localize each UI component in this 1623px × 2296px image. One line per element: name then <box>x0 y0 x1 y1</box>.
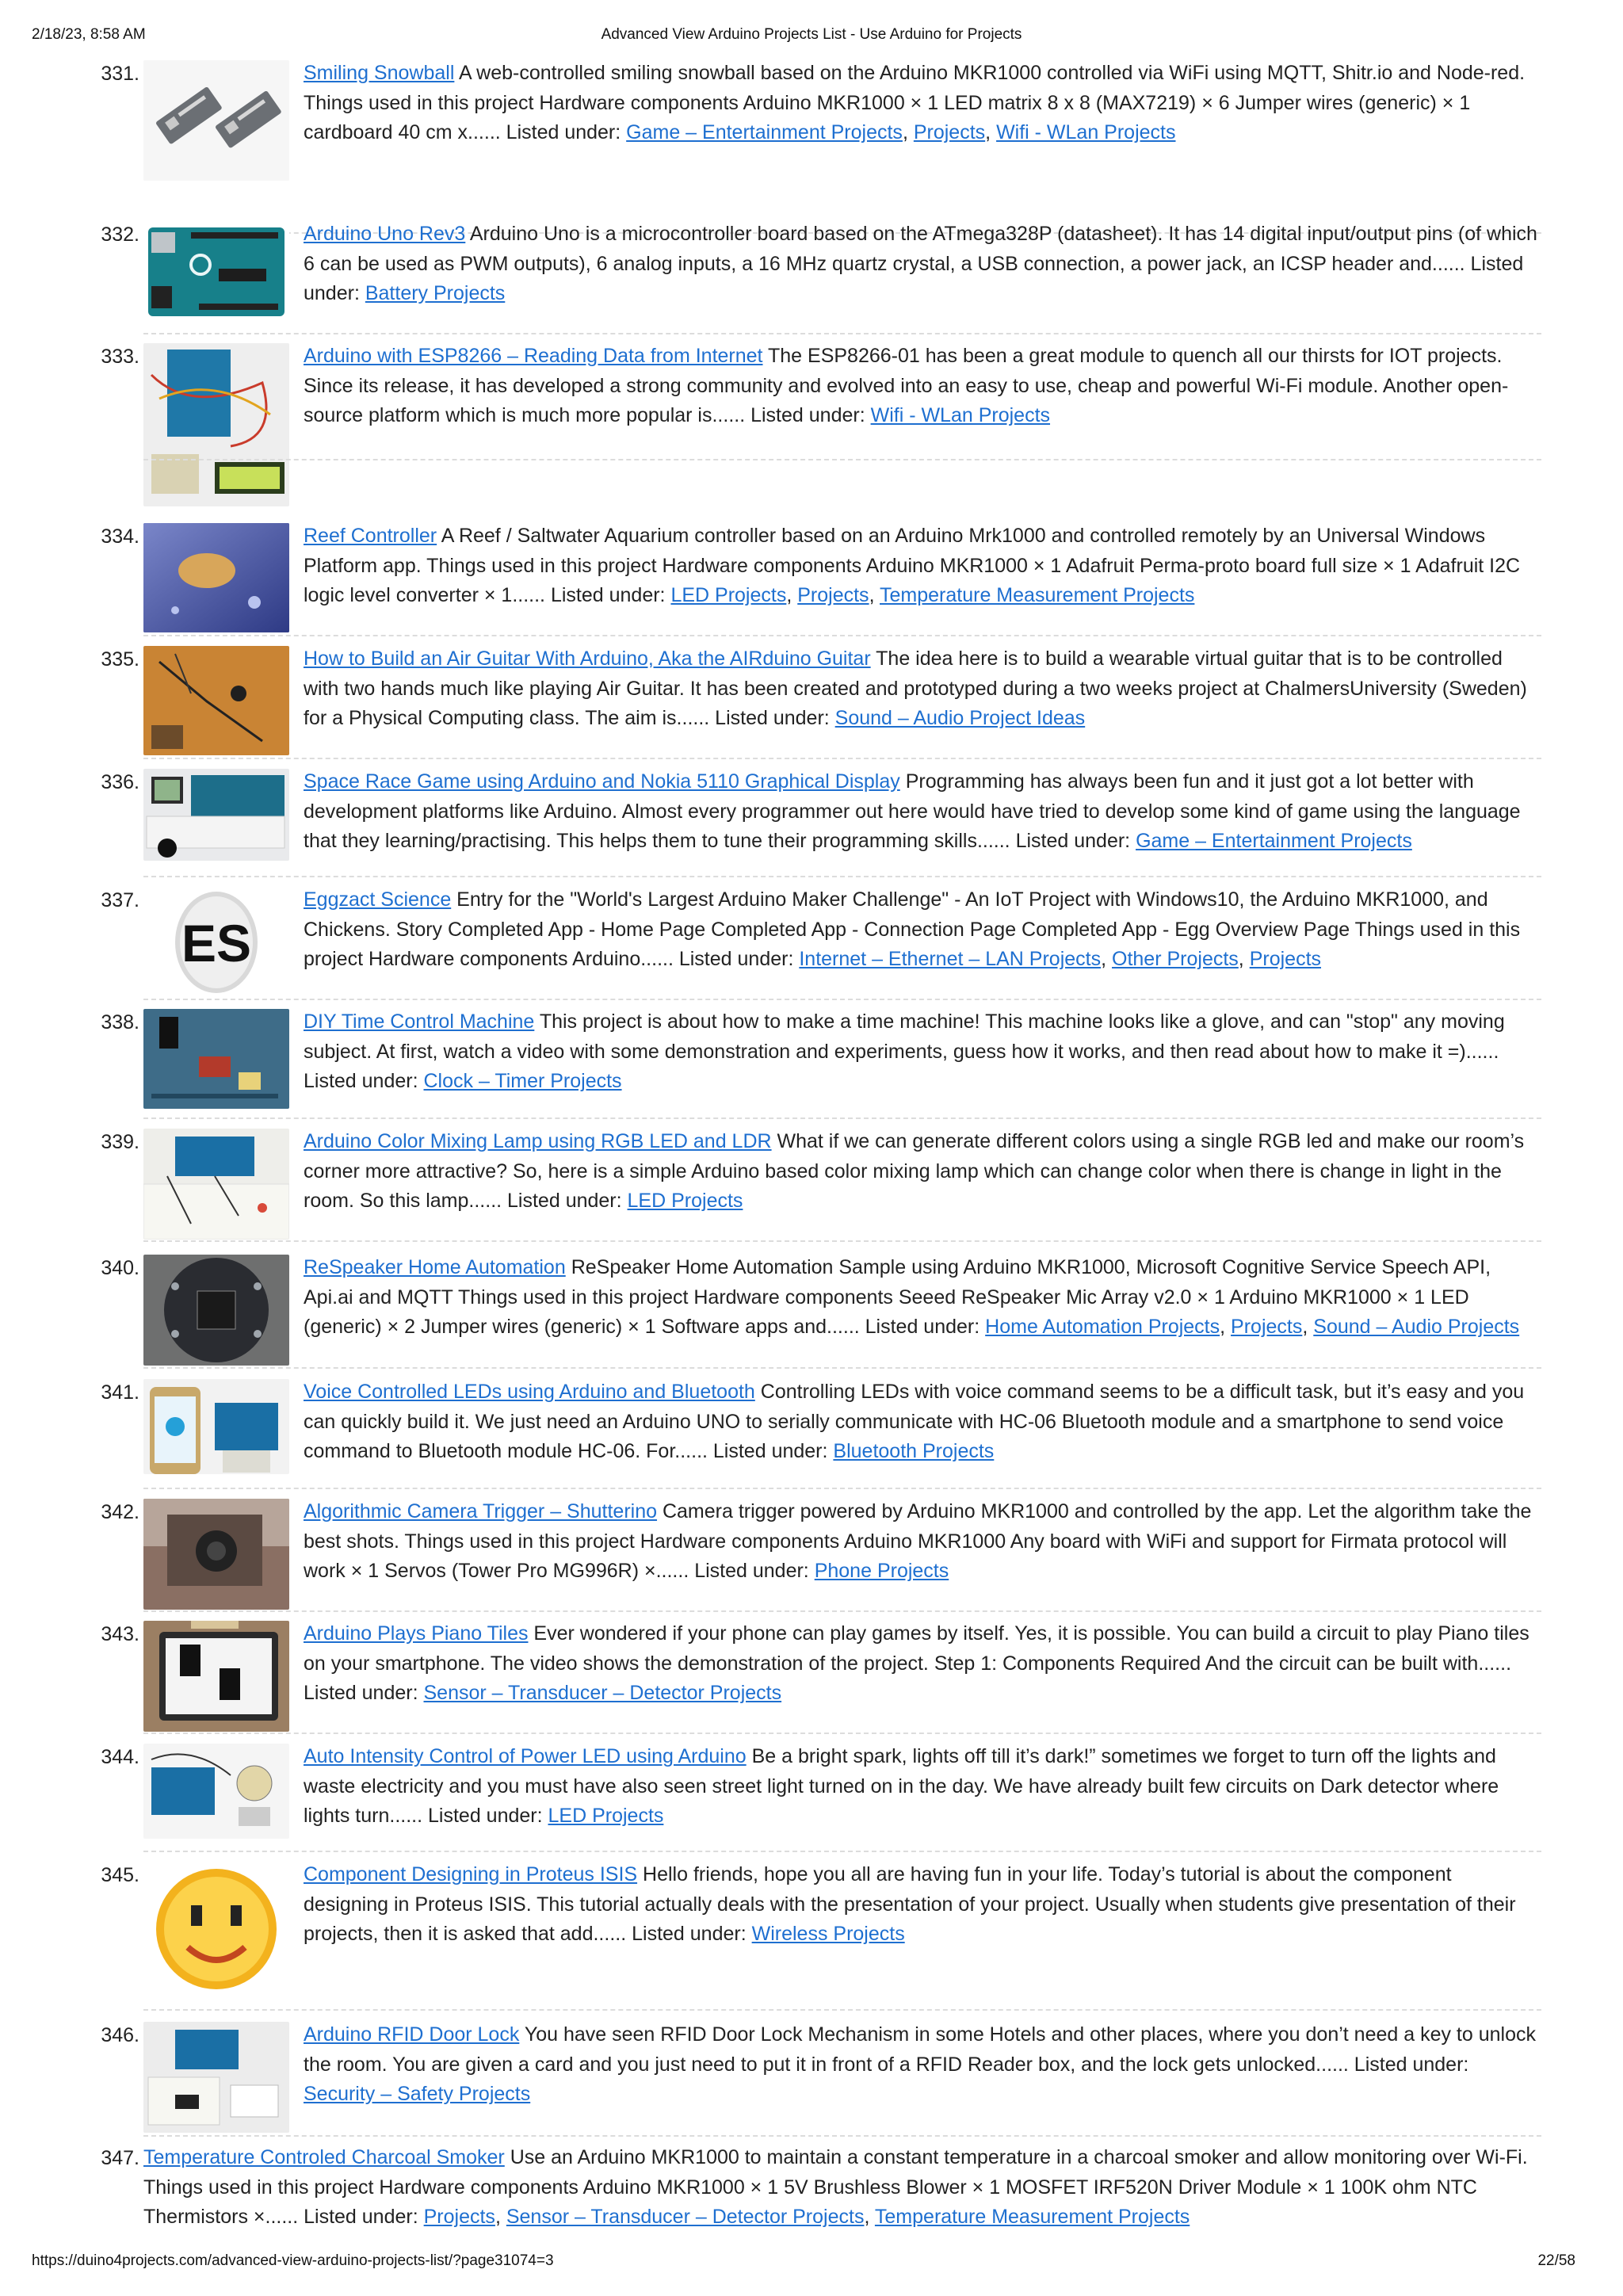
project-title-link[interactable]: Auto Intensity Control of Power LED using Arduino <box>304 1745 747 1767</box>
project-description: Entry for the "World's Largest Arduino Maker Challenge" - An IoT Project with Windows10, the Arduino MKR1000, and Chickens. Story Completed App - Home Page Completed App - Connection Page Completed App - Egg Overview Page Things used in this project Hardware components Arduino...... Listed under: <box>304 888 1521 970</box>
item-number: 336. <box>101 771 139 793</box>
tablet-icon <box>143 1621 289 1732</box>
item-divider <box>143 1240 1541 1242</box>
category-link[interactable]: Security – Safety Projects <box>304 2083 531 2105</box>
item-body <box>304 767 1541 857</box>
esp8266-lcd-icon <box>143 343 289 506</box>
project-thumbnail[interactable] <box>143 769 289 861</box>
project-description: A Reef / Saltwater Aquarium controller based on an Arduino Mrk1000 and controlled remotely by an Universal Windows Platform app. Things used in this project Hardware components Arduino MKR1000 × 1 Adafruit Perma-proto board full size × 1 Adafruit I2C logic level converter × 1...... Listed under: <box>304 525 1521 606</box>
item-number: 346. <box>101 2024 139 2046</box>
project-title-link[interactable]: Reef Controller <box>304 525 437 547</box>
item-body: Smiling Snowball A web-controlled smiling snowball based on the Arduino MKR1000 controlled via WiFi using MQTT, Shitr.io and Node-red. Things used in this project Hardware components Arduino MKR1000 × 1 LED matrix 8 x 8 (MAX7219) × 6 Jumper wires (generic) × 1 cardboard 40 cm x...... Listed under: Game – Entertainment Projects, Projects, Wifi - WLan Projects <box>304 62 1526 143</box>
time-machine-icon <box>143 1009 289 1109</box>
project-description: Be a bright spark, lights off till it’s dark!” sometimes we forget to turn off the lights and waste electricity and you must have also seen street light turned on in the day. We have already built few circuits on Dark detector where lights turn...... Listed under: <box>304 1745 1499 1827</box>
category-link[interactable]: Wifi - WLan Projects <box>870 404 1051 426</box>
category-link[interactable]: Sound – Audio Projects <box>1313 1316 1520 1338</box>
project-thumbnail[interactable] <box>143 60 289 181</box>
project-thumbnail[interactable] <box>143 1009 289 1109</box>
category-link[interactable]: Temperature Measurement Projects <box>880 584 1195 606</box>
project-title-link[interactable]: Component Designing in Proteus ISIS <box>304 1863 638 1885</box>
project-thumbnail[interactable] <box>143 221 289 323</box>
category-link[interactable]: LED Projects <box>627 1190 743 1212</box>
print-datetime: 2/18/23, 8:58 AM <box>32 26 146 43</box>
project-thumbnail[interactable] <box>143 1129 289 1240</box>
item-body <box>304 1619 1541 1709</box>
item-body <box>304 1377 1541 1467</box>
category-link[interactable]: Projects <box>1249 948 1322 970</box>
project-title-link[interactable]: DIY Time Control Machine <box>304 1010 535 1033</box>
project-title-link[interactable]: Eggzact Science <box>304 888 452 911</box>
category-link[interactable]: Internet – Ethernet – LAN Projects <box>799 948 1102 970</box>
smartphone-icon <box>143 1379 289 1474</box>
project-description: A web-controlled smiling snowball based on the Arduino MKR1000 controlled via WiFi using MQTT, Shitr.io and Node-red. Things used in this project Hardware components Arduino MKR1000 × 1 LED matrix 8 x 8 (MAX7219) × 6 Jumper wires (generic) × 1 cardboard 40 cm x...... Listed under: <box>304 62 1526 143</box>
item-divider <box>143 1733 1541 1734</box>
project-title-link[interactable]: Arduino Plays Piano Tiles <box>304 1622 529 1645</box>
project-description: ReSpeaker Home Automation Sample using Arduino MKR1000, Microsoft Cognitive Service Speech API, Api.ai and MQTT Things used in this project Hardware components Seeed ReSpeaker Mic Array v2.0 × 1 Arduino MKR1000 × 1 LED (generic) × 2 Jumper wires (generic) × 1 Software apps and...... Listed under: <box>304 1256 1491 1338</box>
two-boards-icon <box>143 60 289 181</box>
category-link[interactable]: Sensor – Transducer – Detector Projects <box>506 2206 865 2228</box>
project-thumbnail[interactable] <box>143 1621 289 1732</box>
item-number: 335. <box>101 648 139 670</box>
category-link[interactable]: Projects <box>423 2206 495 2228</box>
project-thumbnail[interactable] <box>143 343 289 506</box>
print-url: https://duino4projects.com/advanced-view-arduino-projects-list/?page31074=3 <box>32 2252 554 2269</box>
category-link[interactable]: Temperature Measurement Projects <box>874 2206 1190 2228</box>
item-divider <box>143 1610 1541 1612</box>
arduino-uno-icon <box>143 221 289 323</box>
item-number: 341. <box>101 1381 139 1404</box>
item-number: 333. <box>101 346 139 368</box>
item-divider <box>143 999 1541 1000</box>
item-body <box>304 1742 1541 1832</box>
item-number: 339. <box>101 1131 139 1153</box>
project-description: The idea here is to build a wearable virtual guitar that is to be controlled with two hands much like playing Air Guitar. It has been created and prototyped during a two weeks project at ChalmersUniversity (Sweden) for a Physical Computing class. The aim is...... Listed under: <box>304 648 1527 729</box>
project-thumbnail[interactable] <box>143 2022 289 2133</box>
page-number: 22/58 <box>1537 2252 1575 2269</box>
category-link[interactable]: LED Projects <box>670 584 787 606</box>
item-divider <box>143 2009 1541 2011</box>
item-body <box>304 1497 1541 1587</box>
item-body: Reef Controller A Reef / Saltwater Aquarium controller based on an Arduino Mrk1000 and controlled remotely by an Universal Windows Platform app. Things used in this project Hardware components Arduino MKR1000 × 1 Adafruit Perma-proto board full size × 1 Adafruit I2C logic level converter × 1...... Listed under: LED Projects, Projects, Temperature Measurement Projects <box>304 525 1521 606</box>
project-title-link[interactable]: Smiling Snowball <box>304 62 455 84</box>
item-divider <box>143 2135 1541 2137</box>
rfid-icon <box>143 2022 289 2133</box>
project-thumbnail[interactable] <box>143 1862 289 1996</box>
project-description: Hello friends, hope you all are having fun in your life. Today’s tutorial is about the component designing in Proteus ISIS. This tutorial actually deals with the presentation of your project. Usually when students give presentation of their projects, then it is asked that add...... Listed under: <box>304 1863 1516 1945</box>
print-title: Advanced View Arduino Projects List - Use Arduino for Projects <box>601 26 1022 43</box>
item-body: ReSpeaker Home Automation ReSpeaker Home Automation Sample using Arduino MKR1000, Microsoft Cognitive Service Speech API, Api.ai and MQTT Things used in this project Hardware components Seeed ReSpeaker Mic Array v2.0 × 1 Arduino MKR1000 × 1 LED (generic) × 2 Jumper wires (generic) × 1 Software apps and...... Listed under: Home Automation Projects, Projects, Sound – Audio Projects <box>304 1256 1520 1338</box>
project-description: Arduino Uno is a microcontroller board based on the ATmega328P (datasheet). It has 14 digital input/output pins (of which 6 can be used as PWM outputs), 6 analog inputs, a 16 MHz quartz crystal, a USB connection, a power jack, an ICSP header and...... Listed under: <box>304 223 1537 304</box>
project-title-link[interactable]: Temperature Controled Charcoal Smoker <box>143 2146 505 2168</box>
category-link[interactable]: Projects <box>1231 1316 1303 1338</box>
project-thumbnail[interactable] <box>143 646 289 755</box>
camera-icon <box>143 1499 289 1610</box>
item-body <box>304 1127 1541 1217</box>
item-body: Eggzact Science Entry for the "World's Largest Arduino Maker Challenge" - An IoT Project with Windows10, the Arduino MKR1000, and Chickens. Story Completed App - Home Page Completed App - Connection Page Completed App - Egg Overview Page Things used in this project Hardware components Arduino...... Listed under: Internet – Ethernet – LAN Projects, Other Projects, Projects <box>304 888 1521 970</box>
es-egg-icon <box>143 887 289 998</box>
project-description: Ever wondered if your phone can play games by itself. Yes, it is possible. You can build a circuit to play Piano tiles on your smartphone. The video shows the demonstration of the project. Step 1: Components Required And the circuit can be built with...... Listed under: <box>304 1622 1529 1704</box>
category-link[interactable]: Game – Entertainment Projects <box>1136 830 1412 852</box>
category-link[interactable]: Other Projects <box>1112 948 1239 970</box>
category-link[interactable]: Bluetooth Projects <box>833 1440 995 1462</box>
category-link[interactable]: LED Projects <box>548 1805 664 1827</box>
nokia-display-icon <box>143 769 289 861</box>
project-title-link[interactable]: Space Race Game using Arduino and Nokia 5110 Graphical Display <box>304 770 900 793</box>
item-divider <box>143 459 1541 460</box>
item-divider <box>143 1117 1541 1119</box>
item-divider <box>143 1851 1541 1852</box>
project-description: You have seen RFID Door Lock Mechanism in some Hotels and other places, where you don’t need a key to unlock the room. You are given a card and you just need to put it in front of a RFID Reader box, and the lock gets unlocked...... Listed under: <box>304 2023 1536 2076</box>
project-description: This project is about how to make a time machine! This machine looks like a glove, and can "stop" any moving subject. At first, watch a video with some demonstration and experiments, guess how it works, and then read about how to make it =)...... Listed under: <box>304 1010 1505 1092</box>
project-title-link[interactable]: Voice Controlled LEDs using Arduino and Bluetooth <box>304 1381 755 1403</box>
svg-text:ES: ES <box>181 914 252 972</box>
project-thumbnail[interactable] <box>143 1744 289 1839</box>
project-thumbnail[interactable] <box>143 1499 289 1610</box>
category-link[interactable]: Projects <box>913 121 986 143</box>
respeaker-icon <box>143 1255 289 1366</box>
power-led-icon <box>143 1744 289 1839</box>
item-number: 332. <box>101 223 139 246</box>
item-divider <box>143 758 1541 759</box>
item-divider <box>143 1488 1541 1489</box>
item-number: 338. <box>101 1011 139 1033</box>
smiley-icon <box>143 1862 289 1996</box>
item-number: 347. <box>101 2147 139 2169</box>
category-link[interactable]: Sensor – Transducer – Detector Projects <box>423 1682 782 1704</box>
category-link[interactable]: Home Automation Projects <box>985 1316 1220 1338</box>
air-guitar-icon <box>143 646 289 755</box>
category-link[interactable]: Wireless Projects <box>751 1923 905 1945</box>
project-description: Programming has always been fun and it just got a lot better with development platforms like Arduino. Almost every programmer out here would have tried to develop some kind of game using the language that they learning/practising. This helps them to tune their programming skills...... Listed under: <box>304 770 1521 852</box>
category-link[interactable]: Game – Entertainment Projects <box>626 121 903 143</box>
item-number: 340. <box>101 1257 139 1279</box>
project-thumbnail[interactable] <box>143 887 289 998</box>
item-body <box>304 220 1541 309</box>
project-thumbnail[interactable] <box>143 523 289 632</box>
category-link[interactable]: Sound – Audio Project Ideas <box>834 707 1086 729</box>
aquarium-icon <box>143 523 289 632</box>
project-title-link[interactable]: Arduino with ESP8266 – Reading Data from Internet <box>304 345 763 367</box>
project-title-link[interactable]: Arduino RFID Door Lock <box>304 2023 520 2046</box>
category-link[interactable]: Clock – Timer Projects <box>423 1070 622 1092</box>
project-title-link[interactable]: ReSpeaker Home Automation <box>304 1256 566 1278</box>
category-link[interactable]: Projects <box>797 584 869 606</box>
project-title-link[interactable]: Arduino Uno Rev3 <box>304 223 466 245</box>
item-number: 342. <box>101 1501 139 1523</box>
project-title-link[interactable]: Algorithmic Camera Trigger – Shutterino <box>304 1500 658 1522</box>
item-number: 337. <box>101 889 139 911</box>
item-number: 343. <box>101 1623 139 1645</box>
item-number: 331. <box>101 63 139 85</box>
item-divider <box>143 333 1541 334</box>
item-number: 345. <box>101 1864 139 1886</box>
item-body <box>304 644 1541 734</box>
item-divider <box>143 635 1541 636</box>
item-body <box>304 1007 1541 1097</box>
project-description: What if we can generate different colors using a single RGB led and make our room’s corner more attractive? So, here is a simple Arduino based color mixing lamp which can change color when there is change in light in the room. So this lamp...... Listed under: <box>304 1130 1525 1212</box>
project-thumbnail[interactable] <box>143 1379 289 1474</box>
item-body: Temperature Controled Charcoal Smoker Use an Arduino MKR1000 to maintain a constant temperature in a charcoal smoker and allow monitoring over Wi-Fi. Things used in this project Hardware components Arduino MKR1000 × 1 5V Brushless Blower × 1 MOSFET IRF520N Driver Module × 1 100K ohm NTC Thermistors ×...... Listed under: Projects, Sensor – Transducer – Detector Projects, Temperature Measurement Projects <box>143 2146 1528 2228</box>
breadboard-icon <box>143 1129 289 1240</box>
item-body <box>304 342 1541 431</box>
item-body <box>304 2020 1541 2110</box>
category-link[interactable]: Battery Projects <box>365 282 506 304</box>
item-body <box>304 1860 1541 1950</box>
project-title-link[interactable]: Arduino Color Mixing Lamp using RGB LED and LDR <box>304 1130 772 1152</box>
item-number: 344. <box>101 1746 139 1768</box>
item-number: 334. <box>101 525 139 548</box>
item-divider <box>143 876 1541 877</box>
project-description: The ESP8266-01 has been a great module to quench all our thirsts for IOT projects. Since its release, it has developed a strong community and evolved into an easy to use, cheap and powerful Wi-Fi module. Another open-source platform which is much more popular is...... Listed under: <box>304 345 1509 426</box>
project-description: Use an Arduino MKR1000 to maintain a constant temperature in a charcoal smoker and allow monitoring over Wi-Fi. Things used in this project Hardware components Arduino MKR1000 × 1 5V Brushless Blower × 1 MOSFET IRF520N Driver Module × 1 100K ohm NTC Thermistors ×...... Listed under: <box>143 2146 1528 2228</box>
category-link[interactable]: Phone Projects <box>814 1560 949 1582</box>
category-link[interactable]: Wifi - WLan Projects <box>996 121 1176 143</box>
project-description: Controlling LEDs with voice command seems to be a difficult task, but it’s easy and you can quickly build it. We just need an Arduino UNO to serially communicate with HC-06 Bluetooth module and a smartphone to send voice command to Bluetooth module HC-06. For...... Listed under: <box>304 1381 1525 1462</box>
item-divider <box>143 1367 1541 1369</box>
project-title-link[interactable]: How to Build an Air Guitar With Arduino, Aka the AIRduino Guitar <box>304 648 871 670</box>
project-description: Camera trigger powered by Arduino MKR1000 and controlled by the app. Let the algorithm take the best shots. Things used in this project Hardware components Arduino MKR1000 Any board with WiFi and support for Firmata protocol will work × 1 Servos (Tower Pro MG996R) ×...... Listed under: <box>304 1500 1532 1582</box>
project-thumbnail[interactable] <box>143 1255 289 1366</box>
